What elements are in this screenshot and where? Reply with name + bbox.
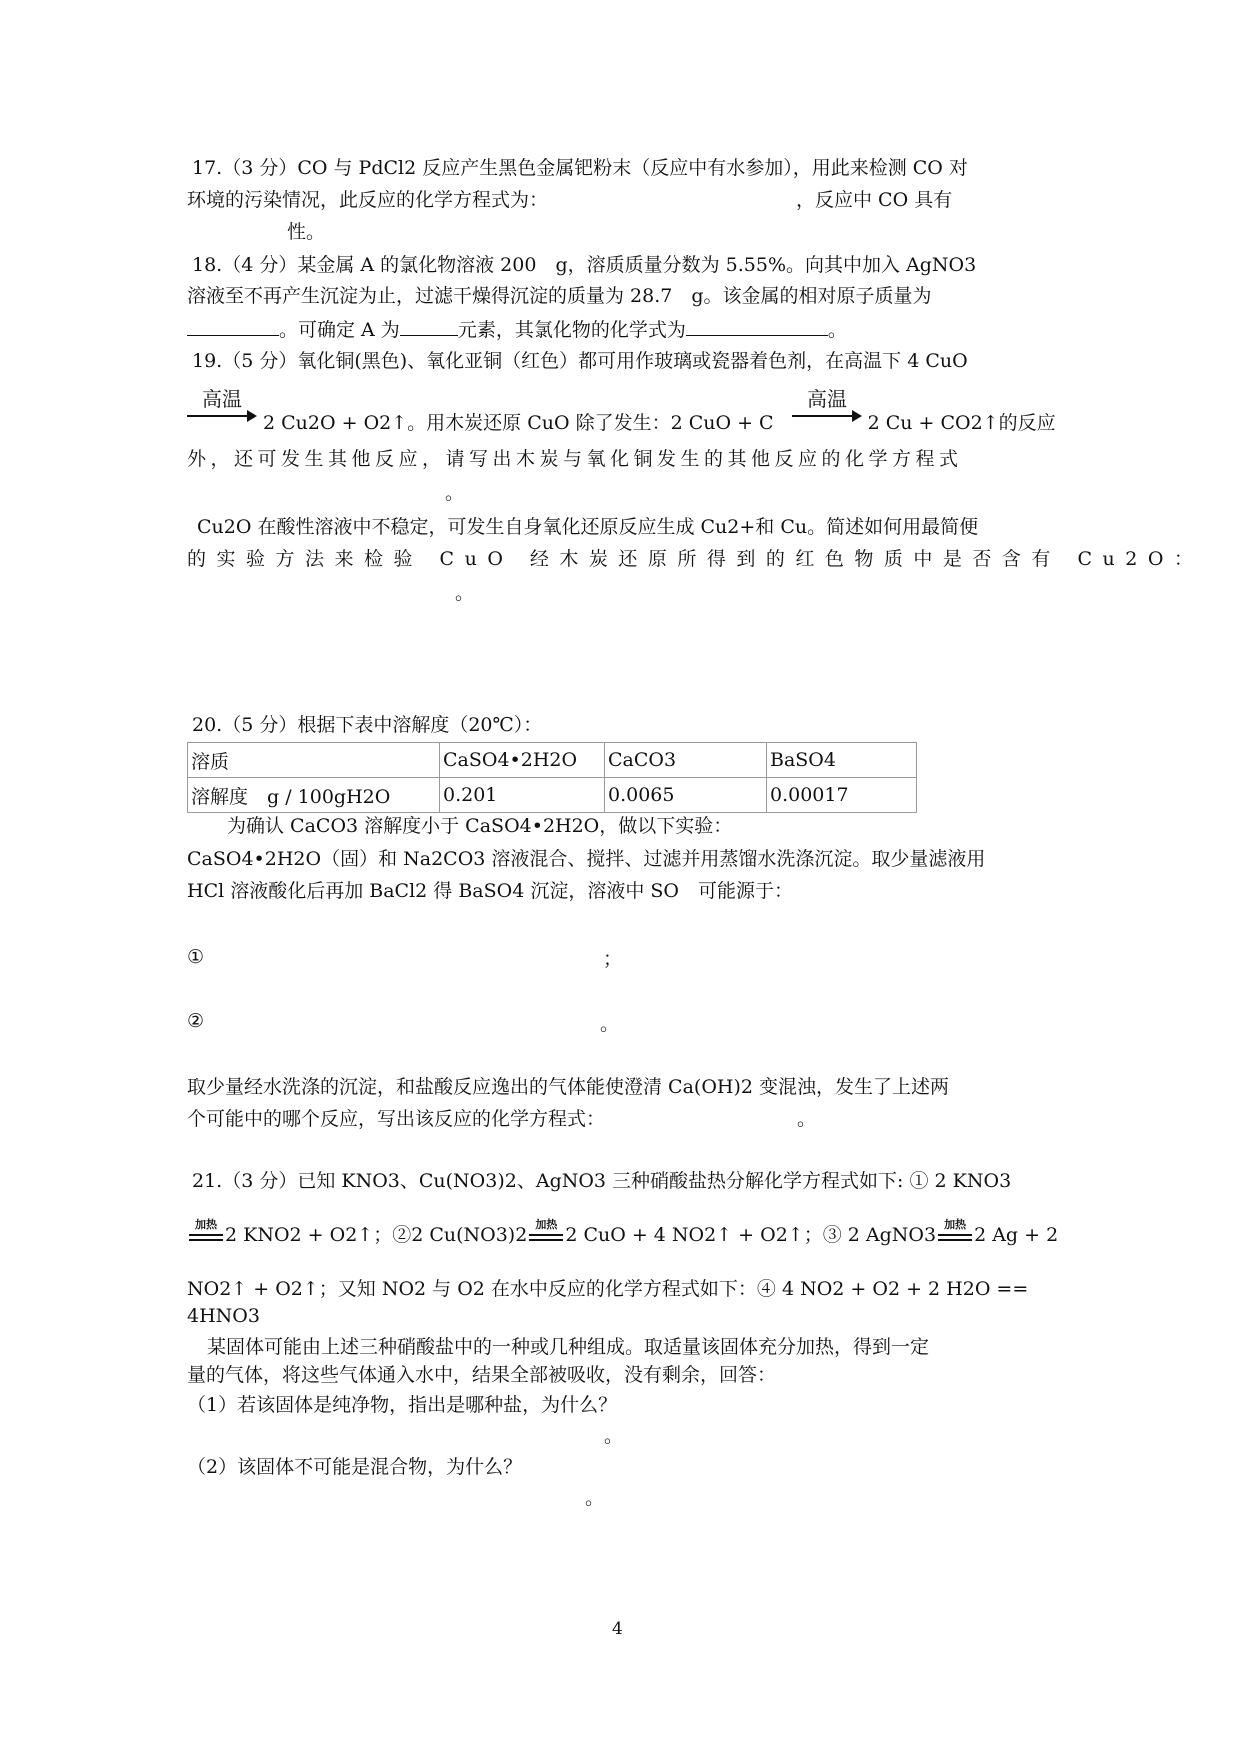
table-cell: 0.00017: [767, 778, 917, 813]
q18-blank-element[interactable]: [400, 315, 458, 336]
reaction-condition-label: 高温: [202, 387, 242, 411]
heating-condition-icon: [936, 1218, 974, 1244]
page-number: 4: [612, 1619, 623, 1639]
heat-label: 加热: [535, 1218, 558, 1231]
table-cell: 溶解度 g / 100gH2O: [188, 778, 440, 813]
double-line-icon: [938, 1234, 972, 1236]
q17-line2-tail: ，反应中 CO 具有: [796, 189, 953, 211]
q19-line4: 。: [445, 482, 465, 504]
q18-line3: [187, 315, 847, 343]
q21-line3: NO2↑ + O2↑；又知 NO2 与 O2 在水中反应的化学方程式如下：④ 4 NO2 + O2 + 2 H2O ==: [187, 1278, 1029, 1300]
table-cell: 溶质: [188, 743, 440, 778]
q18-text-a: 。可确定 A 为: [279, 319, 400, 341]
q21-line2: [187, 1218, 1059, 1248]
q21-line4: 4HNO3: [187, 1305, 260, 1327]
double-line-icon: [938, 1239, 972, 1241]
double-line-icon: [529, 1239, 563, 1241]
double-line-icon: [529, 1234, 563, 1236]
q20-choice-2-end: 。: [600, 1013, 620, 1035]
reaction-arrow-high-temp-1: [187, 388, 257, 432]
q18-text-c: 。: [827, 319, 847, 341]
heat-label: 加热: [195, 1218, 217, 1231]
heat-label: 加热: [944, 1218, 967, 1231]
q19-line1: 19.（5 分）氧化铜(黑色)、氧化亚铜（红色）都可用作玻璃或瓷器着色剂，在高温下 4 CuO: [192, 350, 968, 372]
double-line-icon: [189, 1239, 223, 1241]
q20-line4: HCl 溶液酸化后再加 BaCl2 得 BaSO4 沉淀，溶液中 SO 可能源于：: [187, 880, 793, 902]
q19-line5: Cu2O 在酸性溶液中不稳定，可发生自身氧化还原反应生成 Cu2+和 Cu。简述如何用最简便: [197, 516, 979, 538]
table-cell: CaCO3: [605, 743, 767, 778]
q21-sub-1-end: 。: [604, 1425, 624, 1447]
table-cell: BaSO4: [767, 743, 917, 778]
q20-line1: 20.（5 分）根据下表中溶解度（20℃）：: [192, 714, 543, 736]
q19-line2: [263, 410, 1056, 436]
arrow-shaft: [187, 415, 249, 417]
q17-line2: [187, 187, 952, 213]
q19-line6: 的实验方法来检验 CuO 经木炭还原所得到的红色物质中是否含有 Cu2O：: [187, 548, 1204, 570]
q19-line2-text: 2 Cu2O + O2↑。用木炭还原 CuO 除了发生：2 CuO + C: [263, 412, 774, 434]
heating-condition-icon: [527, 1218, 565, 1244]
q20-line5: 取少量经水洗涤的沉淀，和盐酸反应逸出的气体能使澄清 Ca(OH)2 变混浊，发生了上述两: [187, 1076, 950, 1098]
q19-line7: 。: [455, 582, 475, 604]
table-cell: CaSO4•2H2O: [440, 743, 605, 778]
q18-blank-atomic-mass[interactable]: [187, 315, 279, 336]
q20-line6: [187, 1106, 816, 1132]
q17-line2-text: 环境的污染情况，此反应的化学方程式为：: [187, 189, 549, 211]
heating-condition-icon: [187, 1218, 225, 1244]
q20-choice-2: ②: [187, 1010, 205, 1032]
q21-line6: 量的气体，将这些气体通入水中，结果全部被吸收，没有剩余，回答：: [187, 1364, 777, 1386]
q21-reaction-3: 2 Ag + 2: [974, 1224, 1059, 1246]
q21-reaction-2: 2 CuO + 4 NO2↑ + O2↑；③ 2 AgNO3: [565, 1224, 937, 1246]
q18-blank-formula[interactable]: [686, 315, 828, 336]
q20-line6-text: 个可能中的哪个反应，写出该反应的化学方程式：: [187, 1108, 606, 1130]
q19-line3: 外，还可发生其他反应，请写出木炭与氧化铜发生的其他反应的化学方程式: [187, 448, 963, 470]
q21-sub-1: （1）若该固体是纯净物，指出是哪种盐，为什么？: [187, 1394, 618, 1416]
table-cell: 0.201: [440, 778, 605, 813]
solubility-table: [187, 742, 917, 813]
table-row: [188, 743, 917, 778]
q20-line2: 为确认 CaCO3 溶解度小于 CaSO4•2H2O，做以下实验：: [227, 815, 733, 837]
q19-line2-tail: 2 Cu + CO2↑的反应: [867, 412, 1056, 434]
q20-line6-tail: 。: [797, 1108, 817, 1130]
q18-text-b: 元素，其氯化物的化学式为: [457, 319, 686, 341]
arrow-shaft: [792, 415, 854, 417]
reaction-arrow-high-temp-2: [792, 388, 862, 432]
q17-line1: 17.（3 分）CO 与 PdCl2 反应产生黑色金属钯粉末（反应中有水参加），用此来检测 CO 对: [192, 157, 968, 179]
q17-line3: 性。: [287, 221, 326, 243]
q20-choice-1-end: ；: [603, 948, 623, 970]
q18-line1: 18.（4 分）某金属 A 的氯化物溶液 200 g，溶质质量分数为 5.55%。向其中加入 AgNO3: [192, 254, 977, 276]
reaction-condition-label: 高温: [807, 387, 847, 411]
q20-choice-1: ①: [187, 946, 205, 968]
q21-line1: 21.（3 分）已知 KNO3、Cu(NO3)2、AgNO3 三种硝酸盐热分解化学方程式如下: ① 2 KNO3: [192, 1170, 1012, 1192]
table-row: [188, 778, 917, 813]
arrow-head-icon: [852, 410, 862, 422]
double-line-icon: [189, 1234, 223, 1236]
table-cell: 0.0065: [605, 778, 767, 813]
q21-line5: 某固体可能由上述三种硝酸盐中的一种或几种组成。取适量该固体充分加热，得到一定: [207, 1336, 930, 1358]
q21-sub-2: （2）该固体不可能是混合物，为什么？: [187, 1456, 523, 1478]
arrow-head-icon: [247, 410, 257, 422]
q21-sub-2-end: 。: [585, 1487, 605, 1509]
q20-line3: CaSO4•2H2O（固）和 Na2CO3 溶液混合、搅拌、过滤并用蒸馏水洗涤沉淀。取少量滤液用: [187, 848, 986, 870]
q18-line2: 溶液至不再产生沉淀为止，过滤干燥得沉淀的质量为 28.7 g。该金属的相对原子质量为: [187, 285, 932, 307]
q21-reaction-1: 2 KNO2 + O2↑；②2 Cu(NO3)2: [225, 1224, 528, 1246]
